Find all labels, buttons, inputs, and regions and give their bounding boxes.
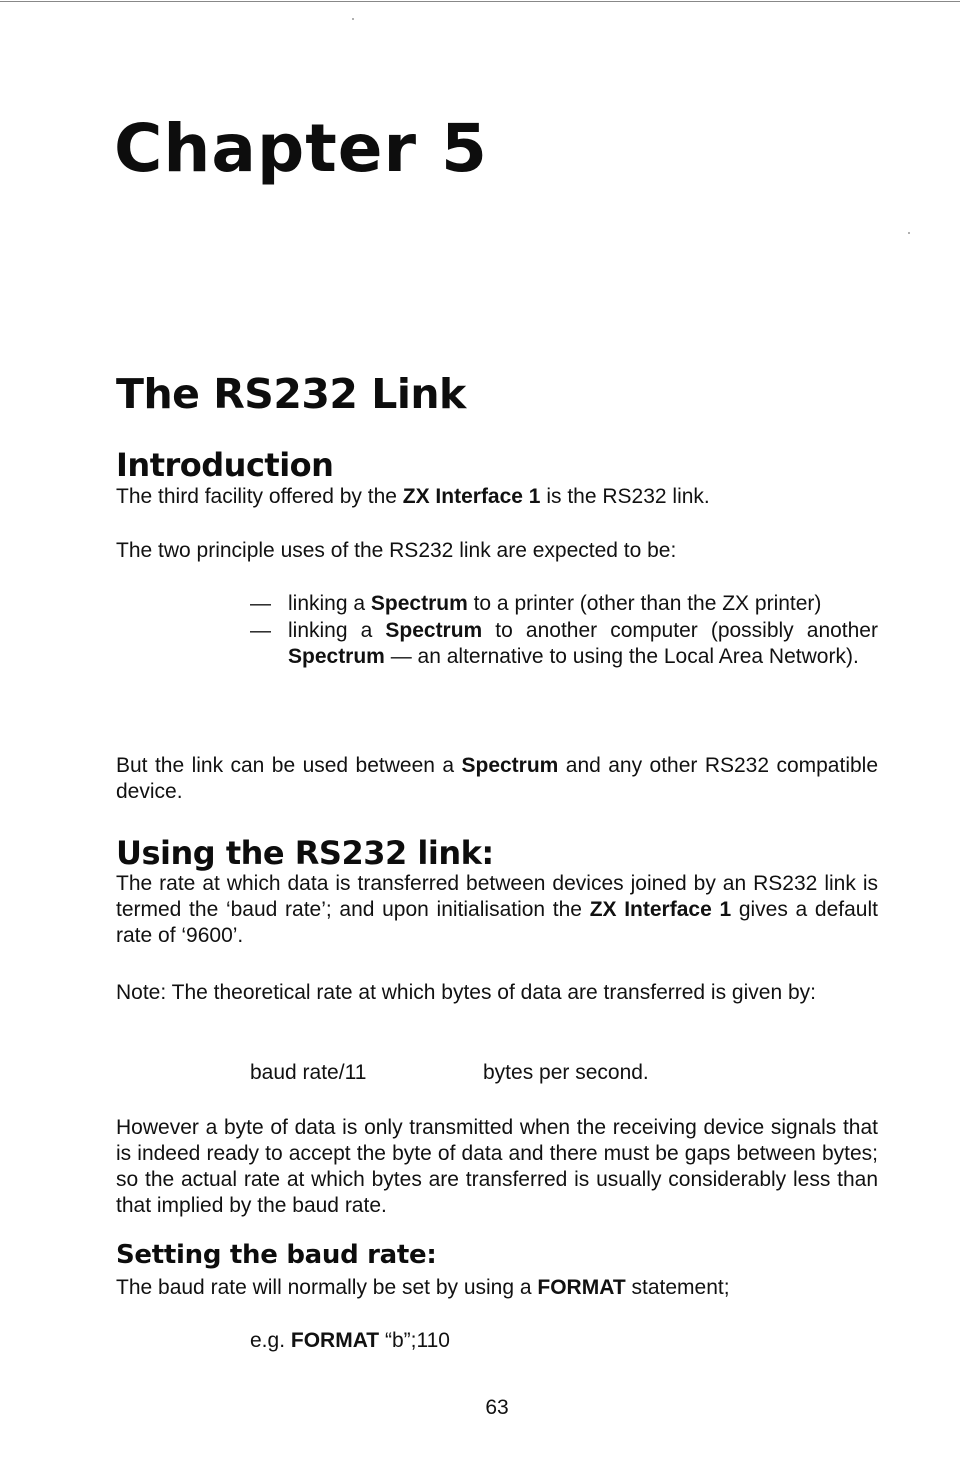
- product-name: Spectrum: [370, 592, 468, 615]
- product-name: Spectrum: [461, 754, 559, 777]
- text-run: is the RS232 link.: [540, 485, 710, 508]
- text-run: to a printer (other than the ZX printer): [467, 592, 822, 615]
- page-number: 63: [485, 1396, 509, 1419]
- text-run: and any other RS232 compatible device.: [116, 754, 879, 803]
- introduction-heading: Introduction: [116, 446, 334, 484]
- product-name: ZX Interface 1: [589, 898, 732, 921]
- section-title: The RS232 Link: [116, 370, 466, 418]
- code-arguments: “b”;110: [379, 1329, 450, 1352]
- text-run: The third facility offered by the: [116, 485, 403, 508]
- text-run: statement;: [625, 1276, 730, 1299]
- text-run: to another computer (possibly another: [482, 619, 878, 642]
- formula-unit: bytes per second.: [483, 1061, 649, 1084]
- keyword: FORMAT: [537, 1276, 626, 1299]
- keyword: FORMAT: [290, 1329, 380, 1352]
- intro-paragraph-1: [116, 484, 878, 510]
- text-run: e.g.: [250, 1329, 291, 1352]
- text-run: linking a: [288, 619, 386, 642]
- dash-marker: —: [250, 619, 271, 642]
- scan-speck: [908, 232, 910, 234]
- setting-paragraph-1: [116, 1275, 878, 1301]
- text-run: The rate at which data is transferred between devices joined by an RS232 link is termed the ‘baud rate’; and upon initialisation the: [116, 872, 878, 921]
- text-run: gives a default rate of ‘9600’.: [116, 898, 878, 947]
- intro-paragraph-2: The two principle uses of the RS232 link are expected to be:: [116, 539, 677, 562]
- text-run: The baud rate will normally be set by using a: [116, 1276, 538, 1299]
- setting-baud-heading: Setting the baud rate:: [116, 1240, 437, 1270]
- text-run: But the link can be used between a: [116, 754, 462, 777]
- chapter-title: Chapter 5: [114, 110, 488, 187]
- format-example: [250, 1328, 450, 1354]
- scan-speck: [352, 18, 354, 20]
- product-name: Spectrum: [385, 619, 483, 642]
- product-name: Spectrum: [288, 645, 385, 668]
- uses-list: [250, 591, 878, 671]
- using-rs232-heading: Using the RS232 link:: [116, 834, 494, 872]
- top-border-line: [0, 1, 960, 2]
- using-paragraph-3: However a byte of data is only transmitted when the receiving device signals that is indeed ready to accept the byte of data and there must be gaps between bytes; so the actual rate at which bytes are transferred is usually considerably less than that implied by the baud rate.: [116, 1116, 878, 1217]
- dash-marker: —: [250, 592, 271, 615]
- list-item: [250, 618, 878, 670]
- text-run: linking a: [288, 592, 371, 615]
- list-item: [250, 591, 878, 617]
- formula-expression: baud rate/11: [250, 1061, 367, 1084]
- text-run: — an alternative to using the Local Area Network).: [384, 645, 859, 668]
- using-paragraph-2: Note: The theoretical rate at which bytes of data are transferred is given by:: [116, 981, 816, 1004]
- using-paragraph-1: [116, 871, 878, 949]
- product-name: ZX Interface 1: [402, 485, 541, 508]
- baud-formula: [250, 1060, 649, 1086]
- intro-paragraph-3: [116, 753, 878, 805]
